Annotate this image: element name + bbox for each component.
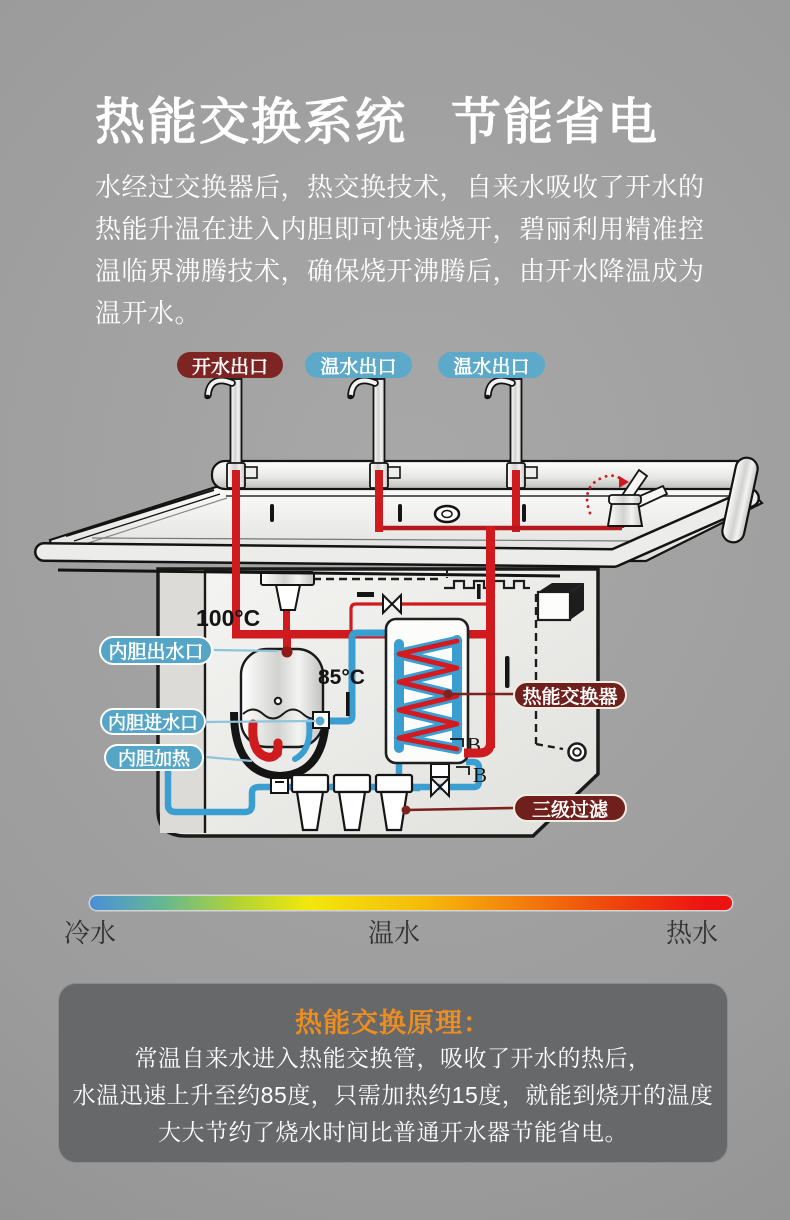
principle-line: 大大节约了烧水时间比普通开水器节能省电。: [158, 1119, 628, 1145]
badge-boiling-outlet: 开水出口: [177, 352, 283, 378]
legend-hot-label: 热水: [666, 918, 719, 948]
intro-line: 水经过交换器后，热交换技术，自来水吸收了开水的: [95, 172, 705, 202]
temperature-gradient-bar: [90, 896, 732, 910]
tank-outlet-point: [282, 647, 293, 658]
badge-tank-heater: 内胆加热: [104, 744, 204, 771]
principle-panel: [58, 983, 728, 1163]
principle-title: 热能交换原理：: [295, 1008, 491, 1038]
temp-preheated-label: 85°C: [318, 666, 365, 689]
legend-warm-label: 温水: [368, 918, 421, 948]
badge-heat-exchanger: 热能交换器: [513, 681, 627, 709]
page-title-part1: 热能交换系统: [95, 94, 407, 150]
back-rail: [212, 461, 750, 489]
intro-line: 温临界沸腾技术，确保烧开沸腾后，由开水降温成为: [95, 256, 705, 286]
badge-three-stage-filter: 三级过滤: [513, 794, 627, 822]
principle-line: 水温迅速上升至约85度，只需加热约15度，就能到烧开的温度: [72, 1082, 714, 1108]
sensor-port: [435, 506, 459, 522]
cable-grommet: [569, 744, 586, 761]
temp-boiling-label: 100°C: [196, 605, 261, 631]
badge-warm-outlet-1: 温水出口: [305, 352, 412, 378]
badge-warm-outlet-2: 温水出口: [438, 352, 545, 378]
legend-cold-label: 冷水: [64, 918, 117, 948]
page-title-part2: 节能省电: [451, 94, 659, 150]
filter-cartridges: [292, 775, 412, 830]
intro-line: 温开水。: [95, 298, 202, 328]
control-box: [538, 583, 584, 620]
pipe-marker-b-top: B: [467, 733, 482, 757]
badge-tank-inlet: 内胆进水口: [100, 708, 206, 735]
intro-line: 热能升温在进入内胆即可快速烧开，碧丽利用精准控: [95, 214, 705, 244]
pipe-marker-b-bottom: B: [473, 763, 488, 787]
principle-line: 常温自来水进入热能交换管，吸收了开水的热后，: [134, 1045, 652, 1071]
counter-top: [44, 456, 762, 576]
badge-tank-outlet: 内胆出水口: [99, 636, 213, 665]
